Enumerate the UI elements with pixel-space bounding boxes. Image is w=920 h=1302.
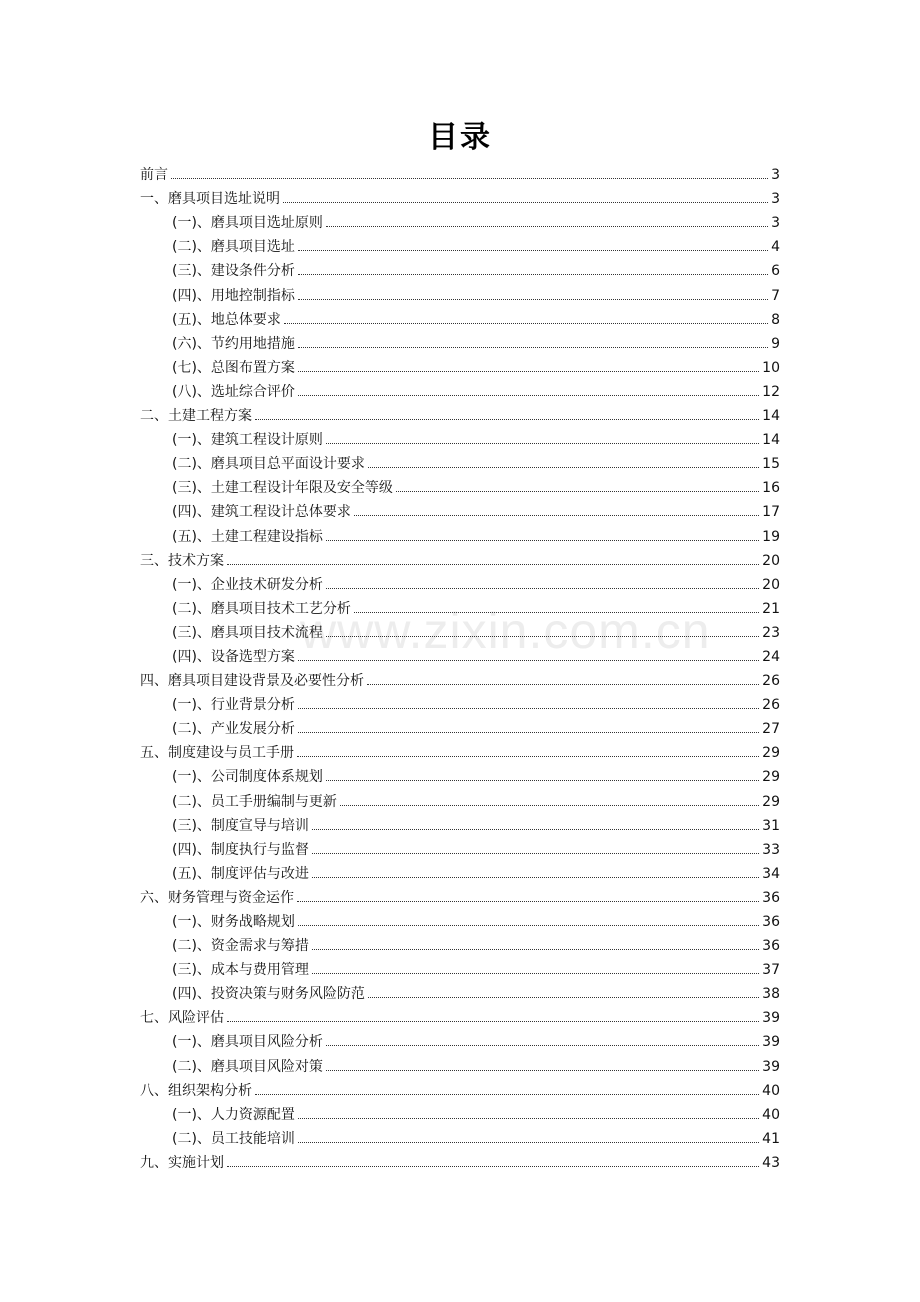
toc-entry[interactable] bbox=[140, 762, 780, 786]
toc-entry-label: (三)、成本与费用管理 bbox=[172, 962, 309, 979]
toc-entry[interactable] bbox=[140, 955, 780, 979]
toc-dot-leader bbox=[255, 419, 759, 420]
toc-dot-leader bbox=[298, 299, 768, 300]
toc-entry-label: (三)、建设条件分析 bbox=[172, 263, 295, 280]
toc-dot-leader bbox=[326, 1045, 759, 1046]
watermark: www.zixin.com.cn bbox=[300, 603, 711, 659]
toc-entry-page-number: 10 bbox=[762, 359, 780, 376]
toc-entry[interactable] bbox=[140, 786, 780, 810]
toc-dot-leader bbox=[354, 515, 759, 516]
toc-entry-page-number: 41 bbox=[762, 1130, 780, 1147]
toc-dot-leader bbox=[312, 877, 759, 878]
toc-entry-page-number: 17 bbox=[762, 504, 780, 521]
toc-entry-page-number: 40 bbox=[762, 1106, 780, 1123]
toc-entry-label: (一)、建筑工程设计原则 bbox=[172, 432, 323, 449]
toc-entry-label: (一)、磨具项目风险分析 bbox=[172, 1034, 323, 1051]
toc-entry-page-number: 7 bbox=[771, 287, 780, 304]
toc-entry[interactable] bbox=[140, 883, 780, 907]
toc-entry-page-number: 34 bbox=[762, 865, 780, 882]
toc-entry-page-number: 36 bbox=[762, 938, 780, 955]
toc-entry-page-number: 14 bbox=[762, 432, 780, 449]
toc-entry[interactable] bbox=[140, 449, 780, 473]
toc-dot-leader bbox=[298, 1118, 759, 1119]
page-title: 目录 bbox=[428, 120, 492, 155]
toc-entry-page-number: 3 bbox=[771, 215, 780, 232]
toc-dot-leader bbox=[326, 588, 759, 589]
toc-dot-leader bbox=[326, 540, 759, 541]
toc-entry[interactable] bbox=[140, 811, 780, 835]
toc-entry[interactable] bbox=[140, 738, 780, 762]
toc-dot-leader bbox=[326, 1070, 759, 1071]
toc-entry-label: (四)、投资决策与财务风险防范 bbox=[172, 986, 365, 1003]
toc-entry[interactable] bbox=[140, 305, 780, 329]
toc-entry-label: (一)、企业技术研发分析 bbox=[172, 576, 323, 593]
toc-entry-page-number: 39 bbox=[762, 1010, 780, 1027]
toc-entry-page-number: 40 bbox=[762, 1082, 780, 1099]
toc-entry[interactable] bbox=[140, 859, 780, 883]
toc-dot-leader bbox=[326, 780, 759, 781]
toc-entry-label: (一)、财务战略规划 bbox=[172, 914, 295, 930]
toc-entry[interactable] bbox=[140, 425, 780, 449]
toc-entry[interactable] bbox=[140, 546, 780, 570]
toc-dot-leader bbox=[326, 636, 759, 637]
toc-dot-leader bbox=[171, 178, 768, 179]
toc-entry-label: (一)、行业背景分析 bbox=[172, 697, 295, 714]
toc-entry-page-number: 19 bbox=[762, 528, 780, 545]
toc-entry-label: (三)、土建工程设计年限及安全等级 bbox=[172, 480, 393, 497]
toc-entry-label: 四、磨具项目建设背景及必要性分析 bbox=[140, 673, 364, 690]
toc-entry-page-number: 39 bbox=[762, 1034, 780, 1051]
toc-entry[interactable] bbox=[140, 570, 780, 594]
toc-entry-label: (二)、资金需求与筹措 bbox=[172, 938, 309, 955]
toc-entry[interactable] bbox=[140, 690, 780, 714]
toc-entry-label: 前言 bbox=[140, 167, 168, 184]
toc-dot-leader bbox=[326, 443, 759, 444]
toc-dot-leader bbox=[312, 853, 759, 854]
toc-entry-label: (二)、员工技能培训 bbox=[172, 1130, 295, 1147]
toc-dot-leader bbox=[298, 274, 768, 275]
toc-entry-label: 六、财务管理与资金运作 bbox=[140, 889, 294, 906]
toc-dot-leader bbox=[312, 829, 759, 830]
toc-dot-leader bbox=[298, 732, 759, 733]
toc-entry[interactable] bbox=[140, 931, 780, 955]
toc-dot-leader bbox=[298, 347, 768, 348]
toc-entry-page-number: 21 bbox=[762, 600, 780, 617]
toc-dot-leader bbox=[298, 395, 759, 396]
toc-dot-leader bbox=[297, 901, 759, 902]
toc-entry-page-number: 20 bbox=[762, 576, 780, 593]
toc-entry-page-number: 39 bbox=[762, 1058, 780, 1075]
toc-entry-label: (二)、产业发展分析 bbox=[172, 721, 295, 738]
toc-dot-leader bbox=[368, 467, 759, 468]
toc-dot-leader bbox=[367, 684, 759, 685]
toc-dot-leader bbox=[297, 756, 759, 757]
toc-entry-label: 三、技术方案 bbox=[140, 552, 224, 569]
toc-entry-label: (二)、磨具项目总平面设计要求 bbox=[172, 456, 365, 473]
toc-entry[interactable] bbox=[140, 666, 780, 690]
toc-dot-leader bbox=[298, 1142, 759, 1143]
toc-dot-leader bbox=[368, 997, 759, 998]
toc-dot-leader bbox=[298, 925, 759, 926]
toc-entry-label: (一)、磨具项目选址原则 bbox=[172, 215, 323, 232]
toc-entry-page-number: 36 bbox=[762, 914, 780, 930]
toc-dot-leader bbox=[283, 202, 768, 203]
toc-dot-leader bbox=[227, 564, 759, 565]
toc-entry[interactable] bbox=[140, 1051, 780, 1075]
toc-entry[interactable] bbox=[140, 642, 780, 666]
toc-dot-leader bbox=[354, 612, 759, 613]
toc-dot-leader bbox=[326, 226, 768, 227]
toc-entry[interactable] bbox=[140, 184, 780, 208]
toc-entry-label: 二、土建工程方案 bbox=[140, 408, 252, 425]
toc-entry-label: (八)、选址综合评价 bbox=[172, 383, 295, 400]
toc-dot-leader bbox=[298, 660, 759, 661]
toc-entry[interactable] bbox=[140, 280, 780, 304]
toc-entry-label: (二)、员工手册编制与更新 bbox=[172, 793, 337, 810]
toc-entry-page-number: 26 bbox=[762, 673, 780, 690]
toc-entry-label: (三)、制度宣导与培训 bbox=[172, 817, 309, 834]
toc-entry-label: (五)、土建工程建设指标 bbox=[172, 528, 323, 545]
toc-entry-page-number: 15 bbox=[762, 456, 780, 473]
toc-entry-page-number: 6 bbox=[771, 263, 780, 280]
toc-entry-page-number: 14 bbox=[762, 408, 780, 425]
toc-entry[interactable] bbox=[140, 160, 780, 184]
toc-entry-page-number: 37 bbox=[762, 962, 780, 979]
toc-entry[interactable] bbox=[140, 594, 780, 618]
toc-dot-leader bbox=[227, 1166, 759, 1167]
toc-entry-page-number: 24 bbox=[762, 648, 780, 665]
toc-entry-page-number: 16 bbox=[762, 480, 780, 497]
toc-entry-label: (一)、人力资源配置 bbox=[172, 1106, 295, 1123]
toc-dot-leader bbox=[312, 949, 759, 950]
toc-entry[interactable] bbox=[140, 473, 780, 497]
toc-entry-page-number: 23 bbox=[762, 624, 780, 641]
toc-entry-page-number: 9 bbox=[771, 335, 780, 352]
toc-entry-label: 七、风险评估 bbox=[140, 1010, 224, 1027]
toc-dot-leader bbox=[312, 973, 759, 974]
toc-entry-label: (六)、节约用地措施 bbox=[172, 335, 295, 352]
toc-entry-label: (四)、用地控制指标 bbox=[172, 287, 295, 304]
toc-entry-page-number: 8 bbox=[771, 311, 780, 328]
toc-entry[interactable] bbox=[140, 835, 780, 859]
toc-entry-page-number: 20 bbox=[762, 552, 780, 569]
toc-entry-page-number: 38 bbox=[762, 986, 780, 1003]
toc-entry[interactable] bbox=[140, 618, 780, 642]
toc-entry[interactable] bbox=[140, 1124, 780, 1148]
toc-entry[interactable] bbox=[140, 1100, 780, 1124]
toc-dot-leader bbox=[284, 323, 768, 324]
toc-entry-page-number: 36 bbox=[762, 889, 780, 906]
toc-entry[interactable] bbox=[140, 256, 780, 280]
toc-entry[interactable] bbox=[140, 979, 780, 1003]
toc-entry-page-number: 29 bbox=[762, 745, 780, 762]
toc-entry[interactable] bbox=[140, 329, 780, 353]
table-of-contents bbox=[140, 160, 780, 1172]
toc-entry-label: 五、制度建设与员工手册 bbox=[140, 745, 294, 762]
toc-entry[interactable] bbox=[140, 1076, 780, 1100]
toc-entry-label: (二)、磨具项目风险对策 bbox=[172, 1058, 323, 1075]
toc-entry-label: (四)、制度执行与监督 bbox=[172, 841, 309, 858]
toc-dot-leader bbox=[255, 1094, 759, 1095]
toc-entry[interactable] bbox=[140, 714, 780, 738]
toc-entry-page-number: 12 bbox=[762, 383, 780, 400]
toc-entry[interactable] bbox=[140, 907, 780, 931]
toc-entry[interactable] bbox=[140, 401, 780, 425]
toc-entry[interactable] bbox=[140, 1148, 780, 1172]
toc-entry-label: (四)、建筑工程设计总体要求 bbox=[172, 504, 351, 521]
toc-entry-page-number: 4 bbox=[771, 239, 780, 256]
toc-dot-leader bbox=[396, 491, 759, 492]
toc-entry-label: (三)、磨具项目技术流程 bbox=[172, 624, 323, 641]
toc-entry-page-number: 3 bbox=[771, 167, 780, 184]
toc-entry-label: (二)、磨具项目技术工艺分析 bbox=[172, 600, 351, 617]
toc-entry-label: (五)、地总体要求 bbox=[172, 311, 281, 328]
toc-entry-page-number: 43 bbox=[762, 1154, 780, 1171]
toc-entry-label: (四)、设备选型方案 bbox=[172, 648, 295, 665]
toc-entry-label: 八、组织架构分析 bbox=[140, 1082, 252, 1099]
toc-entry-page-number: 29 bbox=[762, 769, 780, 786]
toc-entry-label: 九、实施计划 bbox=[140, 1154, 224, 1171]
toc-entry-page-number: 3 bbox=[771, 191, 780, 208]
toc-dot-leader bbox=[298, 708, 759, 709]
toc-entry-page-number: 33 bbox=[762, 841, 780, 858]
toc-entry[interactable] bbox=[140, 1003, 780, 1027]
toc-entry-label: (五)、制度评估与改进 bbox=[172, 865, 309, 882]
toc-entry-label: (二)、磨具项目选址 bbox=[172, 239, 295, 256]
toc-entry-page-number: 27 bbox=[762, 721, 780, 738]
toc-entry[interactable] bbox=[140, 497, 780, 521]
toc-entry[interactable] bbox=[140, 232, 780, 256]
toc-entry-page-number: 31 bbox=[762, 817, 780, 834]
toc-entry[interactable] bbox=[140, 1027, 780, 1051]
toc-dot-leader bbox=[298, 250, 768, 251]
toc-dot-leader bbox=[298, 371, 759, 372]
toc-entry[interactable] bbox=[140, 521, 780, 545]
toc-dot-leader bbox=[340, 805, 759, 806]
toc-entry-page-number: 26 bbox=[762, 697, 780, 714]
toc-entry-label: (七)、总图布置方案 bbox=[172, 359, 295, 376]
toc-entry[interactable] bbox=[140, 208, 780, 232]
toc-dot-leader bbox=[227, 1021, 759, 1022]
toc-entry-label: (一)、公司制度体系规划 bbox=[172, 769, 323, 786]
toc-entry-page-number: 29 bbox=[762, 793, 780, 810]
toc-entry[interactable] bbox=[140, 377, 780, 401]
toc-entry-label: 一、磨具项目选址说明 bbox=[140, 191, 280, 208]
toc-entry[interactable] bbox=[140, 353, 780, 377]
